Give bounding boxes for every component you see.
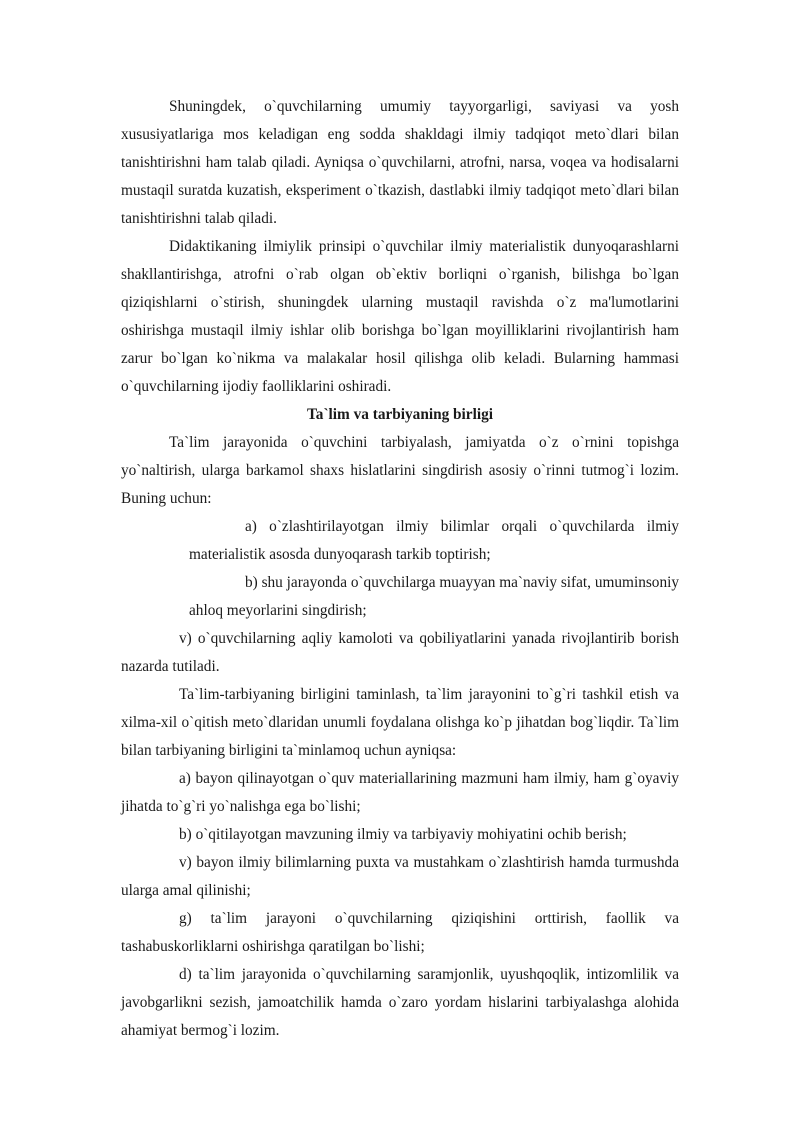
list-item: a) bayon qilinayotgan o`quv materiallarining mazmuni ham ilmiy, ham g`oyaviy jihatda to`g`ri yo`nalishga ega bo`lishi; [121,770,679,815]
section-intro: Ta`lim jarayonida o`quvchini tarbiyalash, jamiyatda o`z o`rnini topishga yo`naltirish, ularga barkamol shaxs hislatlarini singdirish asosiy o`rinni tutmog`i lozim. Buning uchun: [121,434,679,507]
list-item: a) o`zlashtirilayotgan ilmiy bilimlar orqali o`quvchilarda ilmiy materialistik asosda dunyoqarash tarkib toptirish; [189,518,679,563]
paragraph-unity: Ta`lim-tarbiyaning birligini taminlash, ta`lim jarayonini to`g`ri tashkil etish va xilma-xil o`qitish meto`dlaridan unumli foydalana olishga ko`p jihatdan bog`liqdir. Ta`lim bilan tarbiyaning birligini ta`minlamoq uchun ayniqsa: [121,686,679,759]
list-item: v) bayon ilmiy bilimlarning puxta va mustahkam o`zlashtirish hamda turmushda ularga amal qilinishi; [121,854,679,899]
section-title: Ta`lim va tarbiyaning birligi [307,406,493,423]
paragraph-methods: Shuningdek, o`quvchilarning umumiy tayyorgarligi, saviyasi va yosh xususiyatlariga mos keladigan eng sodda shakldagi ilmiy tadqiqot meto`dlari bilan tanishtirishni ham talab qiladi. Ayniqsa o`quvchilarni, atrofni, narsa, voqea va hodisalarni mustaqil suratda kuzatish, eksperiment o`tkazish, dastlabki ilmiy tadqiqot meto`dlari bilan tanishtirishni talab qiladi. [121,98,679,227]
paragraph-scientific-principle: Didaktikaning ilmiylik prinsipi o`quvchilar ilmiy materialistik dunyoqarashlarni shakllantirishga, atrofni o`rab olgan ob`ektiv borliqni o`rganish, bilishga bo`lgan qiziqishlarni o`stirish, shuningdek ularning mustaqil ravishda o`z ma'lumotlarini oshirishga mustaqil ilmiy ishlar olib borishga bo`lgan moyilliklarini rivojlantirish ham zarur bo`lgan ko`nikma va malakalar hosil qilishga olib keladi. Bularning hammasi o`quvchilarning ijodiy faolliklarini oshiradi. [121,238,679,395]
list-item: g) ta`lim jarayoni o`quvchilarning qiziqishini orttirish, faollik va tashabuskorliklarni oshirishga qaratilgan bo`lishi; [121,910,679,955]
list-item: v) o`quvchilarning aqliy kamoloti va qobiliyatlarini yanada rivojlantirib borish nazarda tutiladi. [121,630,679,675]
list-item: b) shu jarayonda o`quvchilarga muayyan ma`naviy sifat, umuminsoniy ahloq meyorlarini singdirish; [189,574,679,619]
list-item: d) ta`lim jarayonida o`quvchilarning saramjonlik, uyushqoqlik, intizomlilik va javobgarlikni sezish, jamoatchilik hamda o`zaro yordam hislarini tarbiyalashga alohida ahamiyat bermog`i lozim. [121,966,679,1039]
list-item: b) o`qitilayotgan mavzuning ilmiy va tarbiyaviy mohiyatini ochib berish; [179,826,627,843]
